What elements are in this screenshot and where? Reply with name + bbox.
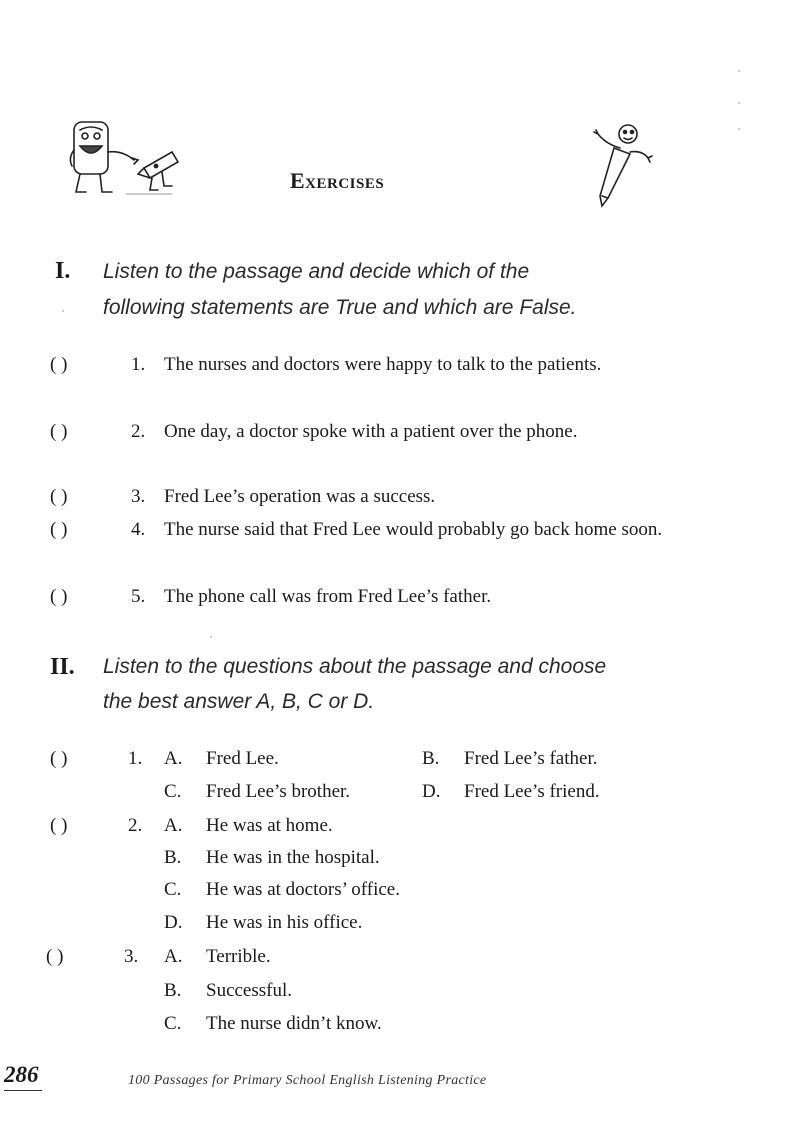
- option-letter: C.: [164, 879, 182, 900]
- section-2-number: II.: [50, 654, 75, 680]
- answer-blank[interactable]: ( ): [50, 748, 68, 769]
- section-2-instruction-line2: the best answer A, B, C or D.: [103, 690, 375, 713]
- question-number: 2.: [131, 421, 146, 442]
- option-text: Successful.: [206, 980, 293, 1001]
- option-text: He was at doctors’ office.: [206, 879, 400, 900]
- option-text: Fred Lee’s friend.: [464, 781, 600, 802]
- answer-blank[interactable]: ( ): [50, 354, 68, 375]
- answer-blank[interactable]: ( ): [46, 946, 64, 967]
- answer-blank[interactable]: ( ): [50, 421, 68, 442]
- scan-speck: [738, 70, 740, 72]
- answer-blank[interactable]: ( ): [50, 486, 68, 507]
- option-letter: B.: [164, 980, 182, 1001]
- scan-speck: [738, 102, 740, 104]
- question-text: Fred Lee’s operation was a success.: [164, 486, 436, 507]
- question-number: 3.: [124, 946, 139, 967]
- question-text: The phone call was from Fred Lee’s father.: [164, 586, 492, 607]
- question-number: 4.: [131, 519, 146, 540]
- section-1-instruction-line1: Listen to the passage and decide which of the: [103, 260, 530, 283]
- option-letter: D.: [422, 781, 441, 802]
- cartoon-characters-icon: [66, 116, 182, 202]
- question-number: 1.: [131, 354, 146, 375]
- answer-blank[interactable]: ( ): [50, 815, 68, 836]
- option-letter: A.: [164, 748, 183, 769]
- option-letter: B.: [422, 748, 440, 769]
- question-number: 5.: [131, 586, 146, 607]
- option-text: Fred Lee’s brother.: [206, 781, 351, 802]
- page-title: Exercises: [290, 168, 385, 193]
- option-text: Fred Lee’s father.: [464, 748, 598, 769]
- section-2-instruction-line1: Listen to the questions about the passage and choose: [103, 655, 607, 678]
- pencil-character-icon: [586, 118, 656, 208]
- option-text: He was in his office.: [206, 912, 363, 933]
- option-letter: C.: [164, 781, 182, 802]
- question-text: The nurses and doctors were happy to talk to the patients.: [164, 354, 602, 375]
- option-text: The nurse didn’t know.: [206, 1013, 382, 1034]
- option-text: He was at home.: [206, 815, 333, 836]
- option-letter: C.: [164, 1013, 182, 1034]
- option-letter: B.: [164, 847, 182, 868]
- answer-blank[interactable]: ( ): [50, 586, 68, 607]
- question-number: 1.: [128, 748, 143, 769]
- section-1-number: I.: [55, 258, 71, 284]
- option-letter: A.: [164, 815, 183, 836]
- scan-speck: [62, 310, 64, 312]
- scan-speck: [210, 636, 212, 638]
- option-text: Terrible.: [206, 946, 271, 967]
- option-letter: A.: [164, 946, 183, 967]
- option-text: He was in the hospital.: [206, 847, 380, 868]
- question-text: The nurse said that Fred Lee would probably go back home soon.: [164, 519, 663, 540]
- section-1-instruction-line2: following statements are True and which are False.: [103, 296, 577, 319]
- page-number: 286: [4, 1062, 42, 1091]
- question-number: 3.: [131, 486, 146, 507]
- book-title: 100 Passages for Primary School English Listening Practice: [128, 1073, 487, 1088]
- option-letter: D.: [164, 912, 183, 933]
- answer-blank[interactable]: ( ): [50, 519, 68, 540]
- option-text: Fred Lee.: [206, 748, 279, 769]
- question-text: One day, a doctor spoke with a patient over the phone.: [164, 421, 578, 442]
- scan-speck: [738, 128, 740, 130]
- question-number: 2.: [128, 815, 143, 836]
